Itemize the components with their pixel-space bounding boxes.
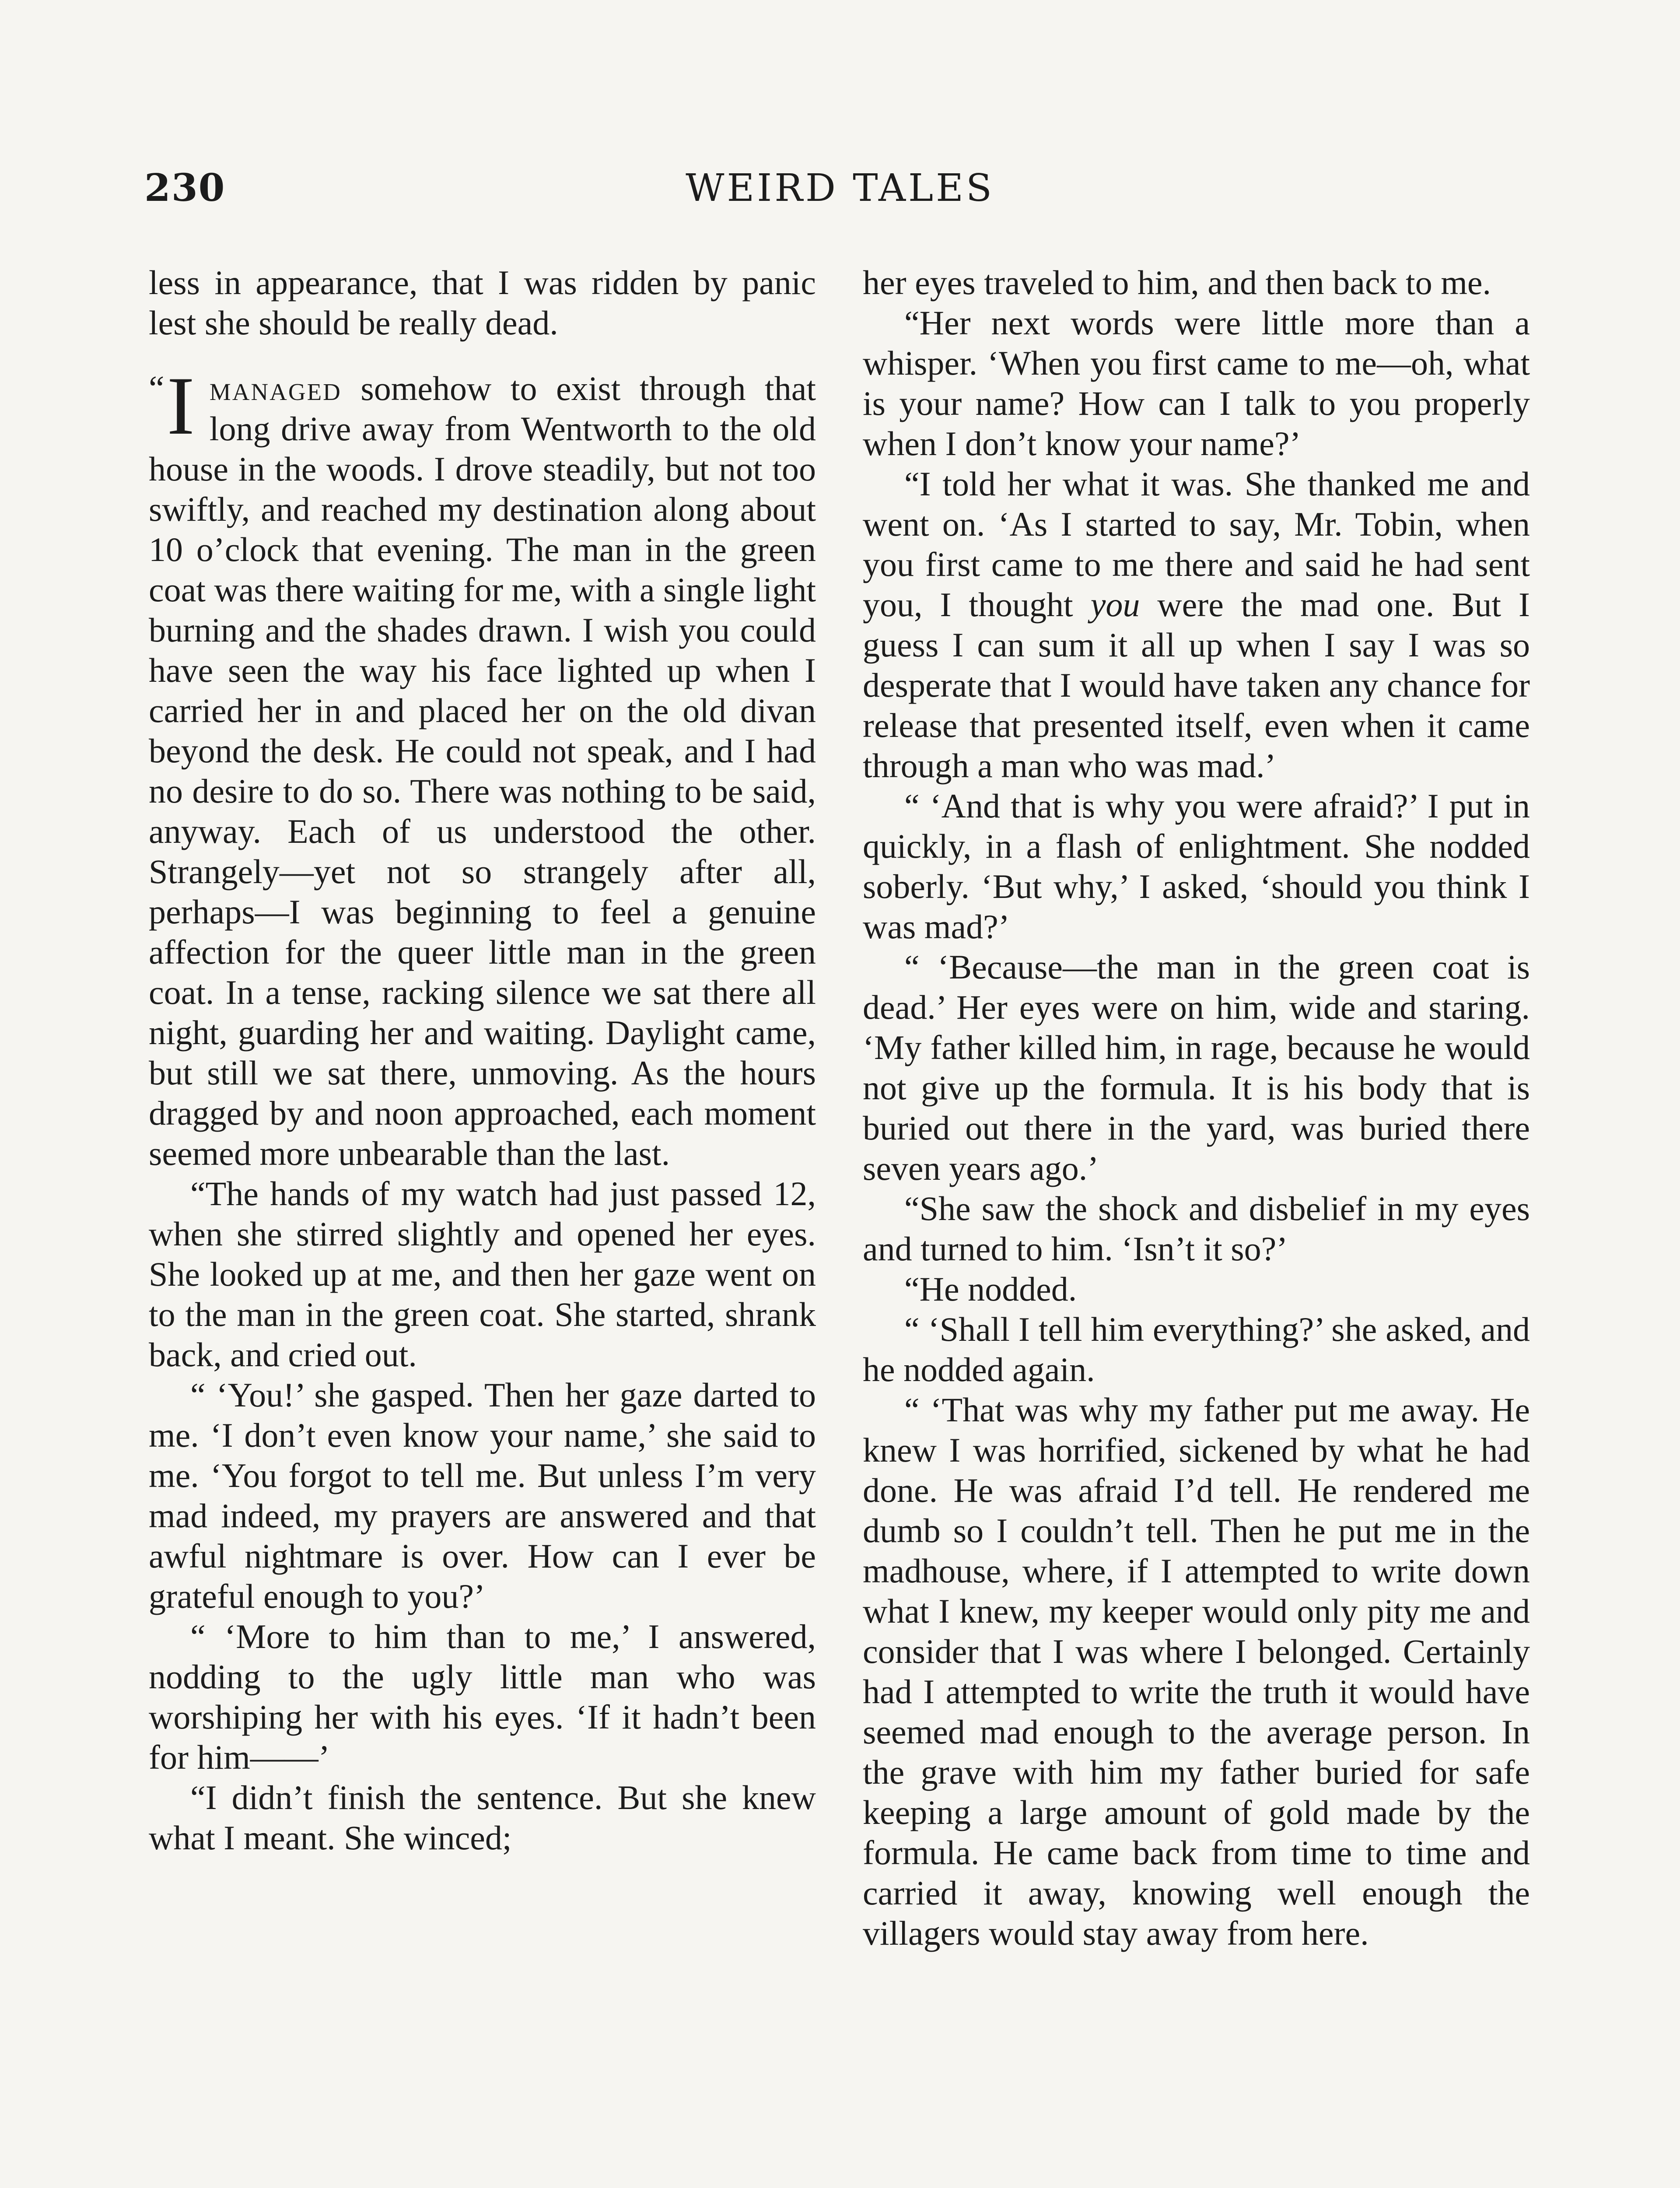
page-number: 230 [144,166,226,210]
paragraph: “ ‘That was why my father put me away. He knew I was horrified, sickened by what he had done. He was afraid I’d tell. He rendered me dumb so I couldn’t tell. Then he put me in the madhouse, where, if I attempted to write down what I knew, my keeper would only pity me and consider that I was where I belonged. Certainly had I attempted to write the truth it would have seemed mad enough to the average person. In the grave with him my father buried for safe keeping a large amount of gold made by the formula. He came back from time to time and carried it away, knowing well enough the villagers would stay away from here. [863,1391,1530,1952]
paragraph: “ ‘You!’ she gasped. Then her gaze darted to me. ‘I don’t even know your name,’ she said to me. ‘You forgot to tell me. But unless I’m very mad indeed, my prayers are answered and that awful nightmare is over. How can I ever be grateful enough to you?’ [149,1376,816,1615]
drop-cap-letter: I [167,360,195,452]
paragraph-text: somehow to exist through that long drive away from Wentworth to the old house in the woods. I drove steadily, but not too swiftly, and reached my destination along about 10 o’clock that evening. The man in the green coat was there waiting for me, with a single light burning and the shades drawn. I wish you could have seen the way his face lighted up when I carried her in and placed her on the old divan beyond the desk. He could not speak, and I had no desire to do so. There was nothing to be said, anyway. Each of us understood the other. Strangely—yet not so strangely after all, perhaps—I was beginning to feel a genuine affection for the queer little man in the green coat. In a tense, racking silence we sat there all night, guarding her and waiting. Daylight came, but still we sat there, unmoving. As the hours dragged by and noon approached, each moment seemed more unbearable than the last. [149,369,816,1172]
paragraph: less in appearance, that I was ridden by panic lest she should be really dead. [149,263,816,342]
paragraph: “He nodded. [904,1270,1077,1308]
italic-word: you [1090,586,1140,624]
small-caps-lead: managed [209,369,342,407]
paragraph: “ ‘Shall I tell him everything?’ she asked, and he nodded again. [863,1310,1530,1389]
paragraph: “I didn’t finish the sentence. But she knew what I meant. She winced; [149,1778,816,1857]
right-column [863,263,1530,1953]
drop-cap [149,360,195,452]
paragraph: her eyes traveled to him, and then back to me. [863,263,1491,302]
paragraph: “Her next words were little more than a whisper. ‘When you first came to me—oh, what is your name? How can I talk to you properly when I don’t know your name?’ [863,304,1530,463]
section-break [149,343,816,368]
page-header [144,162,1536,223]
paragraph: “The hands of my watch had just passed 12, when she stirred slightly and opened her eyes. She looked up at me, and then her gaze went on to the man in the green coat. She started, shrank back, and cried out. [149,1175,816,1374]
paragraph [863,464,1530,786]
paragraph: “She saw the shock and disbelief in my eyes and turned to him. ‘Isn’t it so?’ [863,1189,1530,1268]
section-opening-paragraph [149,360,816,1174]
paragraph: “ ‘And that is why you were afraid?’ I put in quickly, in a flash of enlightment. She nodded soberly. ‘But why,’ I asked, ‘should you think I was mad?’ [863,787,1530,946]
drop-cap-quote: “ [149,369,164,408]
paragraph: “ ‘Because—the man in the green coat is dead.’ Her eyes were on him, wide and staring. ‘My father killed him, in rage, because he would not give up the formula. It is his body that is buried out there in the yard, was buried there seven years ago.’ [863,948,1530,1187]
paragraph-text: “I told her what it was. She thanked me and went on. ‘As I started to say, Mr. Tobin, when you first came to me there and said he had sent you, I thought [863,465,1530,624]
running-title: WEIRD TALES [686,166,994,210]
paragraph-text: were the mad one. But I guess I can sum it all up when I say I was so desperate that I would have taken any chance for release that presented itself, even when it came through a man who was mad.’ [863,586,1530,785]
paragraph: “ ‘More to him than to me,’ I answered, nodding to the ugly little man who was worshiping her with his eyes. ‘If it hadn’t been for him——’ [149,1617,816,1776]
left-column [149,263,816,1858]
